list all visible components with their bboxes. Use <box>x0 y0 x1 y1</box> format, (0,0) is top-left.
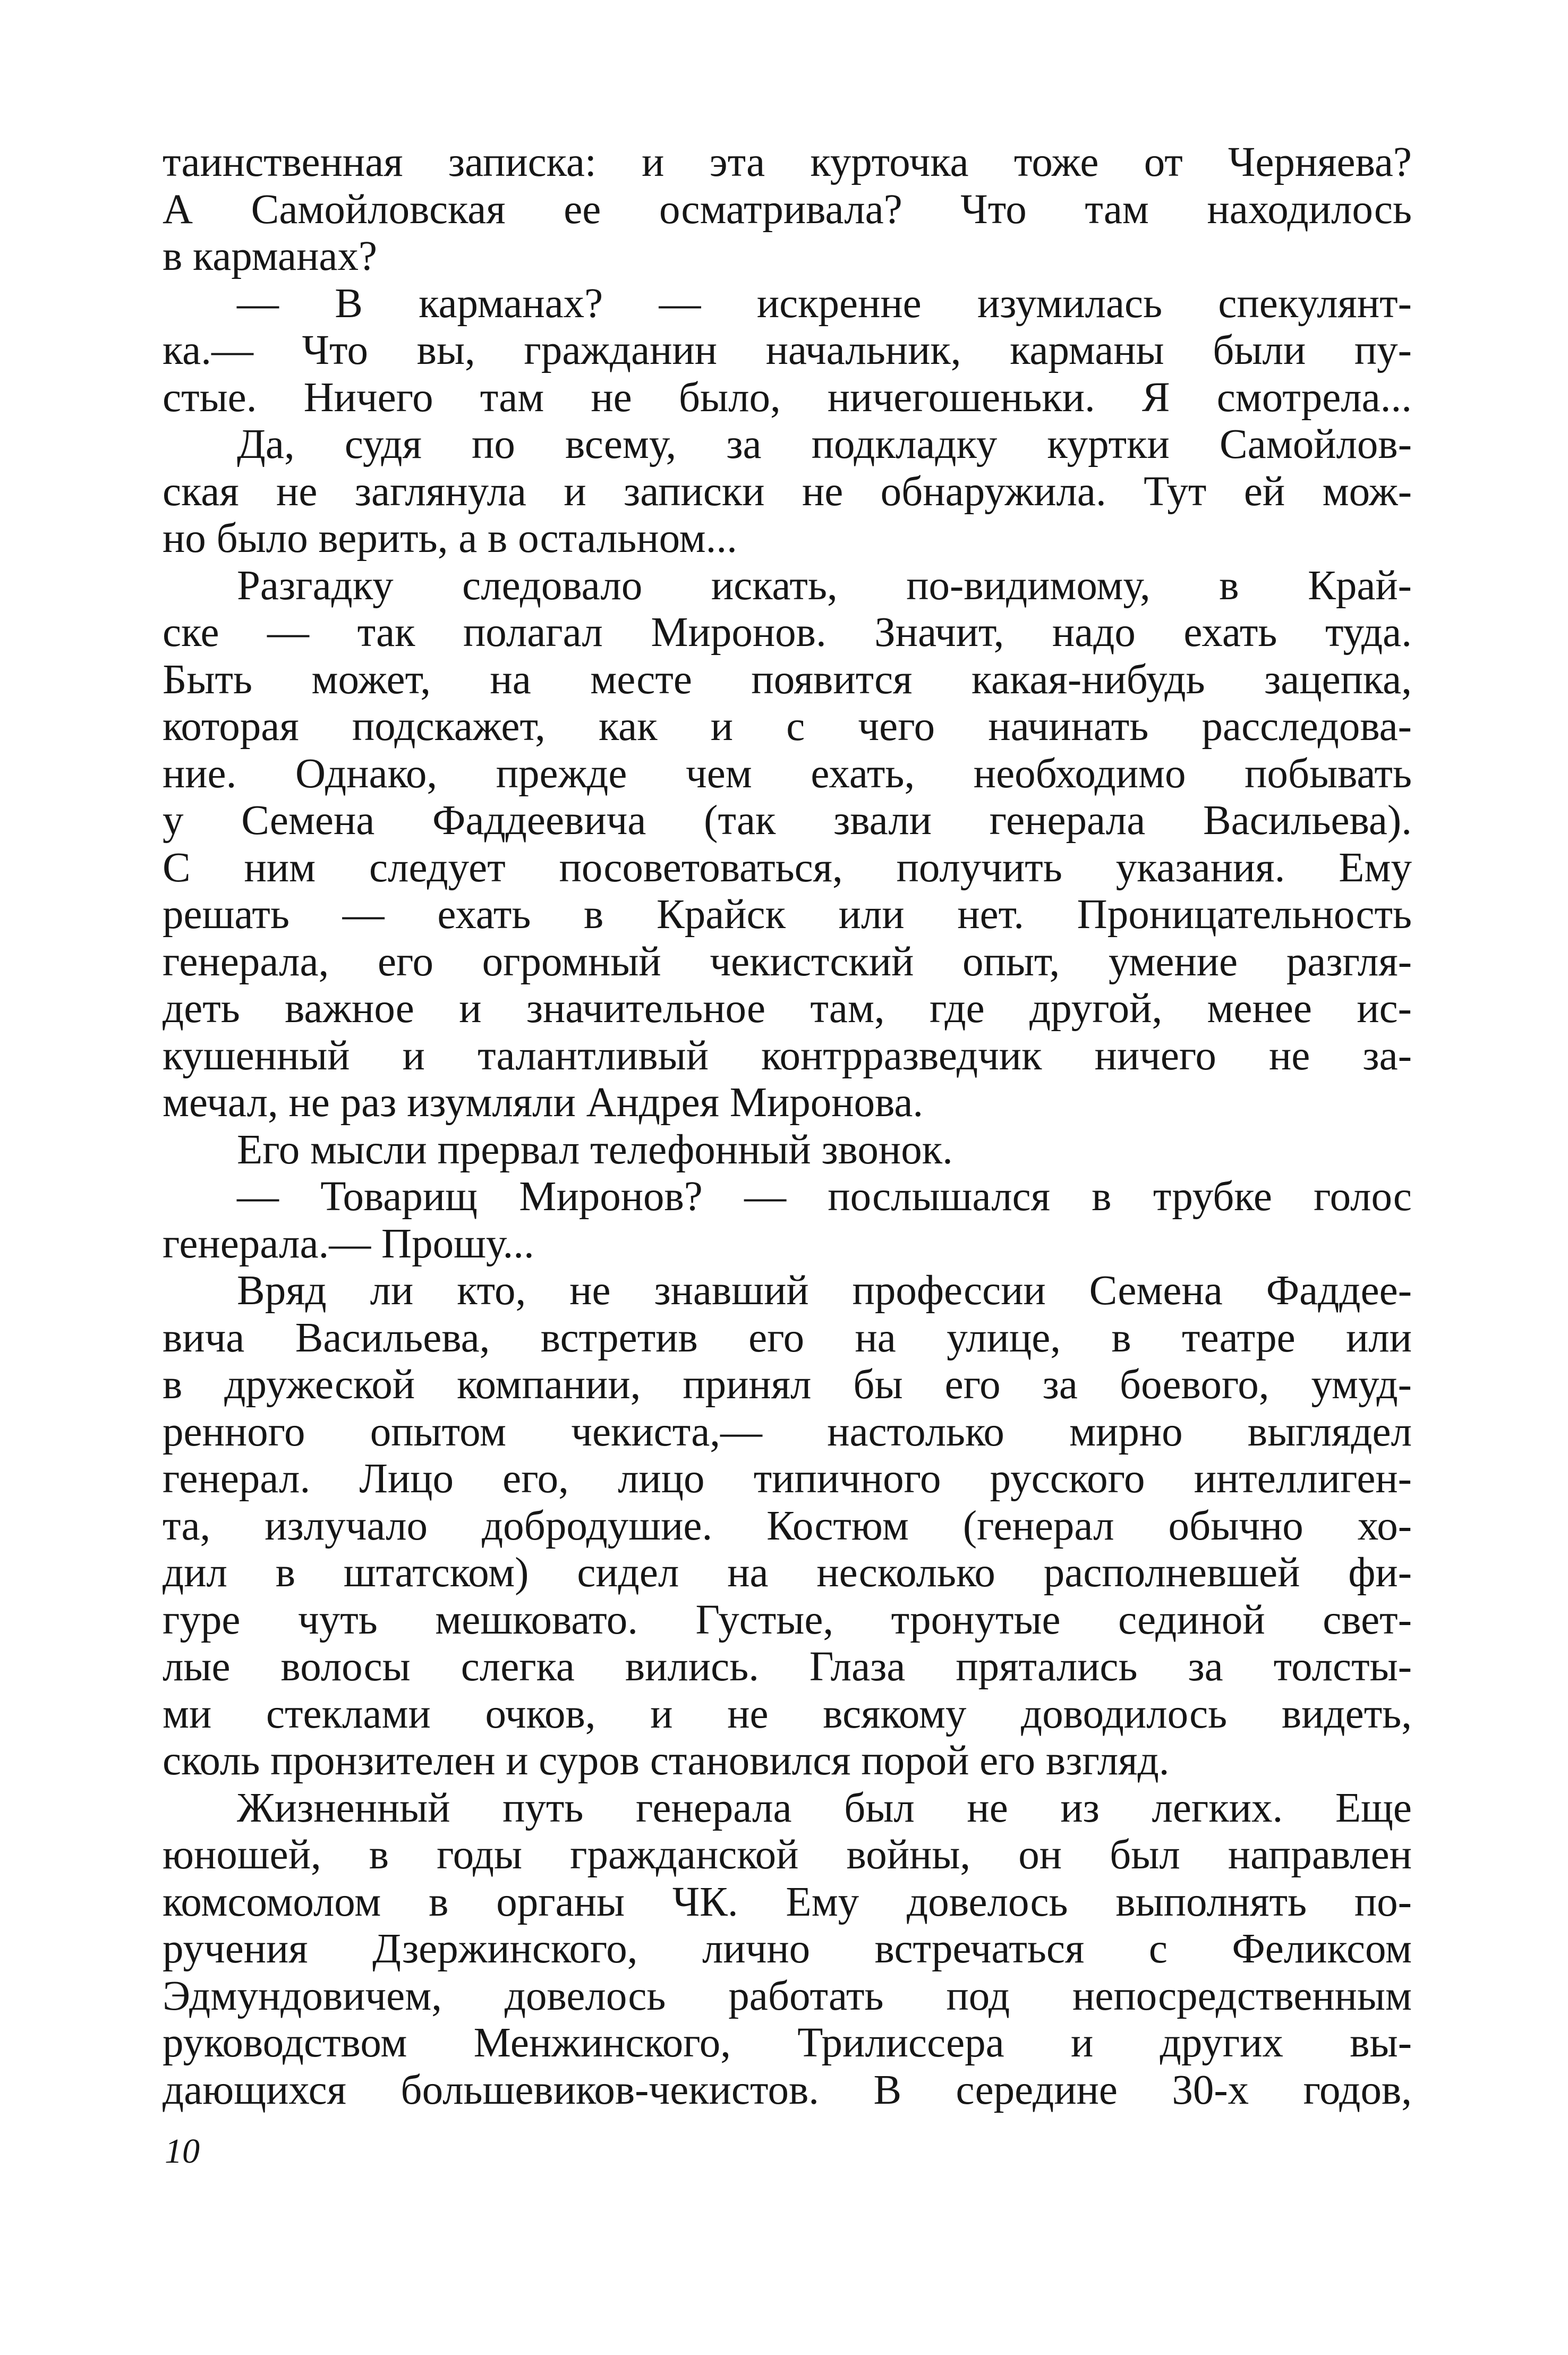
page-number: 10 <box>165 2132 200 2171</box>
text-line: ка.— Что вы, гражданин начальник, карманы были пу- <box>163 327 1412 373</box>
text-line: генерала.— Прошу... <box>163 1220 534 1267</box>
text-line: кушенный и талантливый контрразведчик ничего не за- <box>163 1032 1412 1079</box>
text-line: юношей, в годы гражданской войны, он был направлен <box>163 1832 1412 1878</box>
text-line: С ним следует посоветоваться, получить указания. Ему <box>163 844 1412 891</box>
text-line: ская не заглянула и записки не обнаружила. Тут ей мож- <box>163 468 1412 515</box>
text-line: Вряд ли кто, не знавший профессии Семена Фаддее- <box>237 1268 1412 1314</box>
text-line: руководством Менжинского, Трилиссера и других вы- <box>163 2020 1412 2066</box>
text-line: А Самойловская ее осматривала? Что там находилось <box>163 186 1412 233</box>
text-line: в карманах? <box>163 233 378 279</box>
text-line: сколь пронзителен и суров становился порой его взгляд. <box>163 1738 1170 1784</box>
text-line: у Семена Фаддеевича (так звали генерала Васильева). <box>163 797 1412 844</box>
text-line: — В карманах? — искренне изумилась спекулянт- <box>237 280 1412 327</box>
text-line: Да, судя по всему, за подкладку куртки Самойлов- <box>237 421 1412 467</box>
text-line: гуре чуть мешковато. Густые, тронутые сединой свет- <box>163 1596 1412 1643</box>
text-line: ми стеклами очков, и не всякому доводилось видеть, <box>163 1690 1412 1737</box>
text-line: мечал, не раз изумляли Андрея Миронова. <box>163 1079 924 1126</box>
text-line: Его мысли прервал телефонный звонок. <box>237 1126 953 1173</box>
text-line: стые. Ничего там не было, ничегошеньки. Я смотрела... <box>163 374 1412 421</box>
text-line: генерала, его огромный чекистский опыт, умение разгля- <box>163 938 1412 985</box>
text-line: дающихся большевиков-чекистов. В середине 30-х годов, <box>163 2067 1412 2113</box>
text-line: Жизненный путь генерала был не из легких. Еще <box>237 1784 1412 1831</box>
text-line: ние. Однако, прежде чем ехать, необходимо побывать <box>163 750 1412 797</box>
text-line: та, излучало добродушие. Костюм (генерал обычно хо- <box>163 1502 1412 1549</box>
text-line: генерал. Лицо его, лицо типичного русского интеллиген- <box>163 1456 1412 1502</box>
text-line: дил в штатском) сидел на несколько располневшей фи- <box>163 1550 1412 1596</box>
text-line: лые волосы слегка вились. Глаза прятались за толсты- <box>163 1644 1412 1690</box>
text-line: решать — ехать в Крайск или нет. Проницательность <box>163 891 1412 938</box>
text-line: ручения Дзержинского, лично встречаться с Феликсом <box>163 1926 1412 1972</box>
text-line: ренного опытом чекиста,— настолько мирно выглядел <box>163 1408 1412 1455</box>
text-line: в дружеской компании, принял бы его за боевого, умуд- <box>163 1362 1412 1408</box>
text-line: таинственная записка: и эта курточка тоже от Черняева? <box>163 139 1412 185</box>
text-line: деть важное и значительное там, где другой, менее ис- <box>163 985 1412 1032</box>
text-line: — Товарищ Миронов? — послышался в трубке голос <box>237 1174 1412 1220</box>
text-line: Разгадку следовало искать, по-видимому, в Край- <box>237 562 1412 609</box>
page-body-text <box>163 139 1412 2114</box>
text-line: Эдмундовичем, довелось работать под непосредственным <box>163 1973 1412 2019</box>
text-line: которая подскажет, как и с чего начинать расследова- <box>163 703 1412 750</box>
text-line: но было верить, а в остальном... <box>163 515 737 562</box>
text-line: Быть может, на месте появится какая-нибудь зацепка, <box>163 656 1412 703</box>
text-line: комсомолом в органы ЧК. Ему довелось выполнять по- <box>163 1878 1412 1925</box>
text-line: ске — так полагал Миронов. Значит, надо ехать туда. <box>163 609 1412 656</box>
text-line: вича Васильева, встретив его на улице, в театре или <box>163 1314 1412 1361</box>
